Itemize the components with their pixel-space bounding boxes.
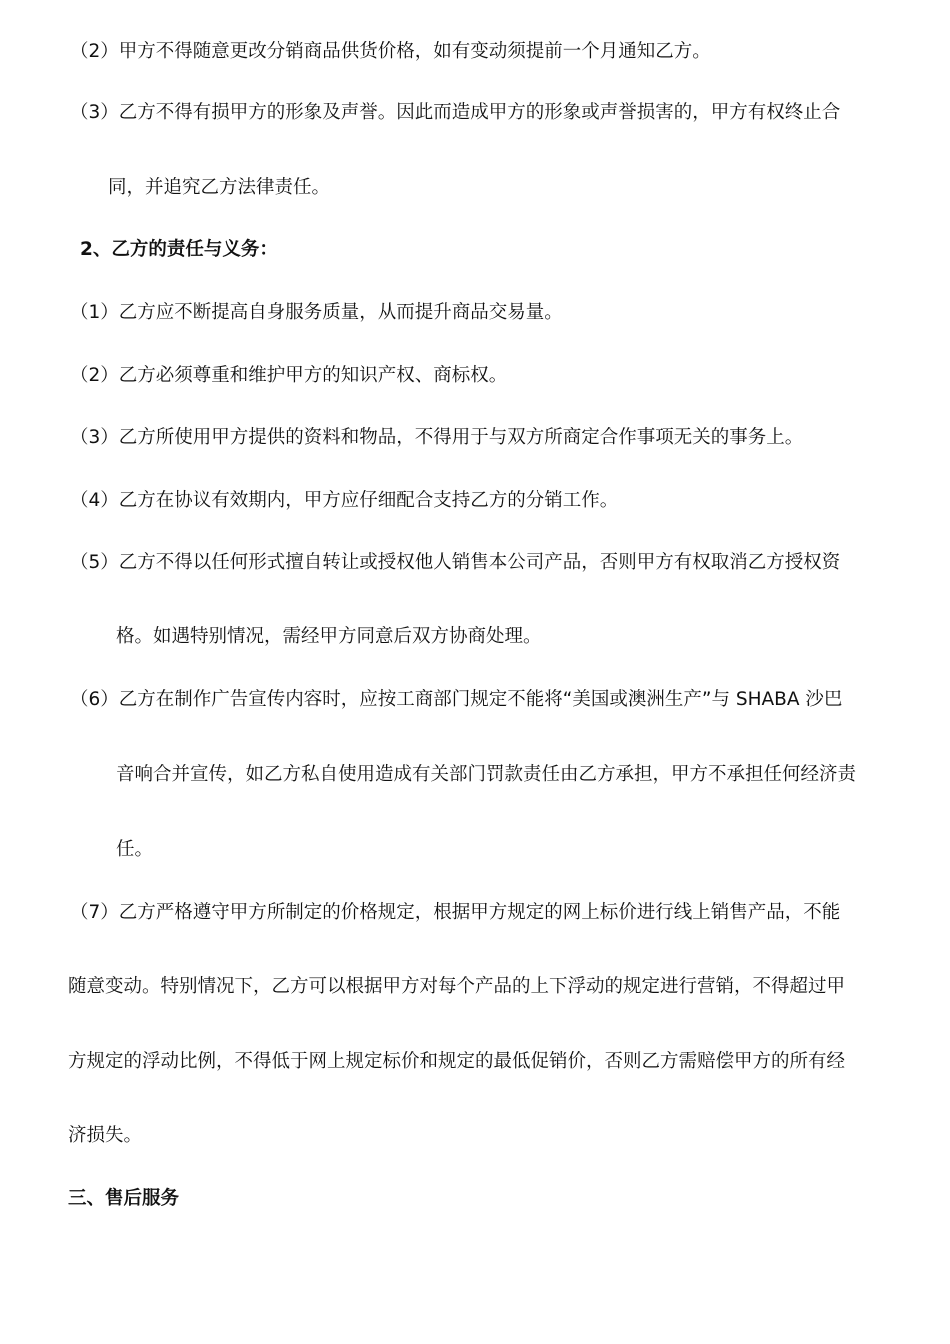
section-heading-after-sales: 三、售后服务 [68, 1188, 180, 1209]
clause-b2: （2）乙方必须尊重和维护甲方的知识产权、商标权。 [70, 365, 508, 386]
clause-a2: （2）甲方不得随意更改分销商品供货价格，如有变动须提前一个月通知乙方。 [70, 41, 711, 62]
clause-b6-cont-2: 任。 [116, 839, 154, 860]
clause-b5-cont: 格。如遇特别情况，需经甲方同意后双方协商处理。 [116, 626, 542, 647]
clause-b7-cont-1: 随意变动。特别情况下，乙方可以根据甲方对每个产品的上下浮动的规定进行营销，不得超过甲 [68, 976, 846, 997]
clause-b4: （4）乙方在协议有效期内，甲方应仔细配合支持乙方的分销工作。 [70, 490, 619, 511]
clause-b6-cont-1: 音响合并宣传，如乙方私自使用造成有关部门罚款责任由乙方承担，甲方不承担任何经济责 [116, 764, 857, 785]
clause-b7-cont-3: 济损失。 [68, 1125, 143, 1146]
clause-a3-cont: 同，并追究乙方法律责任。 [108, 177, 331, 198]
clause-b7-cont-2: 方规定的浮动比例，不得低于网上规定标价和规定的最低促销价，否则乙方需赔偿甲方的所有经 [68, 1051, 846, 1072]
clause-b6: （6）乙方在制作广告宣传内容时，应按工商部门规定不能将“美国或澳洲生产”与 SHABA 沙巴 [70, 689, 843, 710]
clause-b5: （5）乙方不得以任何形式擅自转让或授权他人销售本公司产品，否则甲方有权取消乙方授权资 [70, 552, 841, 573]
clause-b3: （3）乙方所使用甲方提供的资料和物品，不得用于与双方所商定合作事项无关的事务上。 [70, 427, 804, 448]
clause-b1: （1）乙方应不断提高自身服务质量，从而提升商品交易量。 [70, 302, 563, 323]
clause-a3: （3）乙方不得有损甲方的形象及声誉。因此而造成甲方的形象或声誉损害的，甲方有权终止合 [70, 102, 841, 123]
section-heading-party-b: 2、乙方的责任与义务： [80, 239, 278, 260]
clause-b7: （7）乙方严格遵守甲方所制定的价格规定，根据甲方规定的网上标价进行线上销售产品，不能 [70, 902, 841, 923]
